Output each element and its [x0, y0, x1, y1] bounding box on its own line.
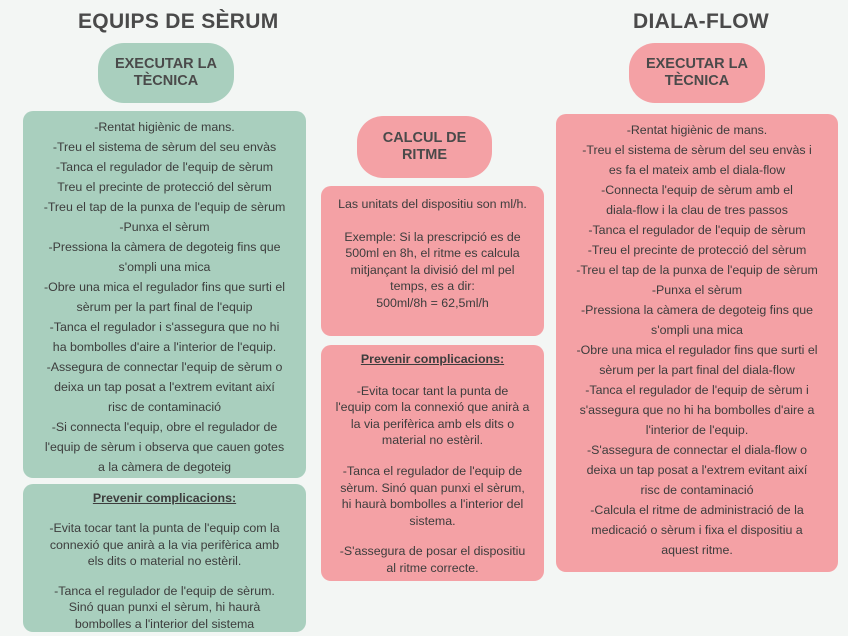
right-pill-line: TÈCNICA: [664, 73, 730, 89]
step-line: -Punxa el sèrum: [119, 220, 210, 234]
step-line: deixa un tap posat a l'extrem evitant així: [54, 380, 275, 394]
step-line: Treu el precinte de protecció del sèrum: [57, 180, 272, 194]
step-line: -Treu el sistema de sèrum del seu envàs: [52, 140, 277, 154]
step-line: -Obre una mica el regulador fins que surti el: [576, 343, 818, 357]
step-line: -Rentat higiènic de mans.: [626, 123, 768, 137]
middle-pill-line: CALCUL DE: [382, 130, 467, 146]
step-line: -Punxa el sèrum: [651, 283, 743, 297]
step-line: a la càmera de degoteig: [98, 460, 231, 474]
step-line: -Treu el sistema de sèrum del seu envàs i: [582, 143, 812, 157]
step-line: -Tanca el regulador de l'equip de sèrum: [55, 160, 274, 174]
prevent-line: connexió que anirà a la via perifèrica amb: [49, 537, 280, 552]
step-line: risc de contaminació: [640, 483, 754, 497]
step-line: sèrum per la part final del diala-flow: [599, 363, 795, 377]
prevent-line: -Evita tocar tant la punta de l'equip com la: [49, 521, 280, 535]
step-line: -S'assegura de connectar el diala-flow o: [586, 443, 807, 457]
left-pill-line: TÈCNICA: [133, 73, 199, 89]
step-line: deixa un tap posat a l'extrem evitant així: [586, 463, 808, 477]
prevent-line: Sinó quan punxi el sèrum, hi haurà: [68, 600, 261, 615]
step-line: medicació o sèrum i fixa el dispositiu a: [591, 523, 803, 537]
step-line: -Pressiona la càmera de degoteig fins que: [48, 240, 281, 254]
example-line: temps, es a dir:: [390, 279, 475, 294]
step-line: -Obre una mica el regulador fins que surti el: [43, 280, 286, 294]
prevent-line: sistema.: [409, 513, 456, 528]
step-line: es fa el mateix amb el diala-flow: [608, 163, 786, 177]
left-execute-technique-label: [98, 43, 234, 103]
step-line: -Treu el tap de la punxa de l'equip de sèrum: [43, 200, 286, 214]
prevent-line: material no estèril.: [381, 433, 484, 448]
step-line: diala-flow i la clau de tres passos: [606, 203, 788, 217]
prevent-line: -Evita tocar tant la punta de: [356, 383, 509, 398]
step-line: s'ompli una mica: [651, 323, 743, 337]
prevent-line: -S'assegura de posar el dispositiu: [339, 544, 526, 559]
step-line: -Treu el tap de la punxa de l'equip de sèrum: [576, 263, 818, 277]
left-prevent-title: Prevenir complicacions:: [92, 491, 237, 505]
prevent-line: al ritme correcte.: [386, 560, 479, 575]
step-line: ha bombolles d'aire a l'interior de l'equip.: [52, 340, 277, 354]
step-line: -Calcula el ritme de administració de la: [590, 503, 804, 517]
middle-prevent-box: [321, 345, 544, 581]
step-line: -Tanca el regulador de l'equip de sèrum: [588, 223, 806, 237]
prevent-line: -Tanca el regulador de l'equip de sèrum.: [54, 583, 275, 598]
prevent-line: els dits o material no estèril.: [87, 554, 242, 569]
prevent-line: sèrum. Sinó quan punxi el sèrum,: [340, 480, 525, 495]
middle-pill-line: RITME: [401, 147, 448, 163]
step-line: aquest ritme.: [661, 543, 733, 557]
step-line: s'assegura que no hi ha bombolles d'aire a: [579, 403, 815, 417]
prevent-line: hi haurà bombolles a l'interior del: [341, 497, 524, 512]
step-line: -Assegura de connectar l'equip de sèrum o: [46, 360, 283, 374]
step-line: -Si connecta l'equip, obre el regulador de: [51, 420, 278, 434]
step-line: s'ompli una mica: [118, 260, 211, 274]
right-pill-line: EXECUTAR LA: [645, 56, 749, 72]
step-line: -Treu el precinte de protecció del sèrum: [587, 243, 807, 257]
step-line: -Rentat higiènic de mans.: [94, 120, 235, 134]
units-example-box: [321, 186, 544, 336]
right-execute-technique-label: [629, 43, 765, 103]
rhythm-calculation-label: [357, 116, 492, 178]
step-line: -Tanca el regulador de l'equip de sèrum i: [585, 383, 809, 397]
prevent-line: l'equip com la connexió que anirà a: [335, 400, 530, 415]
right-steps-box: [556, 114, 838, 572]
middle-prevent-title: Prevenir complicacions:: [360, 352, 505, 366]
step-line: -Pressiona la càmera de degoteig fins que: [580, 303, 814, 317]
right-column-title: DIALA-FLOW: [633, 10, 769, 33]
left-steps-box: [23, 111, 306, 478]
prevent-line: la via perifèrica amb els dits o: [350, 416, 515, 431]
step-line: l'interior de l'equip.: [645, 423, 749, 437]
step-line: -Tanca el regulador i s'assegura que no hi: [49, 320, 280, 334]
step-line: risc de contaminació: [108, 400, 221, 414]
example-line: mitjançant la divisió del ml pel: [350, 262, 515, 277]
left-prevent-box: [23, 484, 306, 632]
step-line: sèrum per la part final de l'equip: [76, 300, 253, 314]
left-column-title: EQUIPS DE SÈRUM: [78, 10, 279, 33]
left-pill-line: EXECUTAR LA: [114, 56, 218, 72]
units-text: Las unitats del dispositiu son ml/h.: [338, 197, 527, 211]
prevent-line: bombolles a l'interior del sistema: [74, 616, 255, 631]
example-line: Exemple: Si la prescripció es de: [344, 229, 521, 244]
step-line: -Connecta l'equip de sèrum amb el: [601, 183, 793, 197]
prevent-line: -Tanca el regulador de l'equip de: [342, 463, 523, 478]
step-line: l'equip de sèrum i observa que cauen gotes: [44, 440, 285, 454]
example-line: 500ml/8h = 62,5ml/h: [376, 295, 489, 310]
example-line: 500ml en 8h, el ritme es calcula: [345, 246, 520, 261]
